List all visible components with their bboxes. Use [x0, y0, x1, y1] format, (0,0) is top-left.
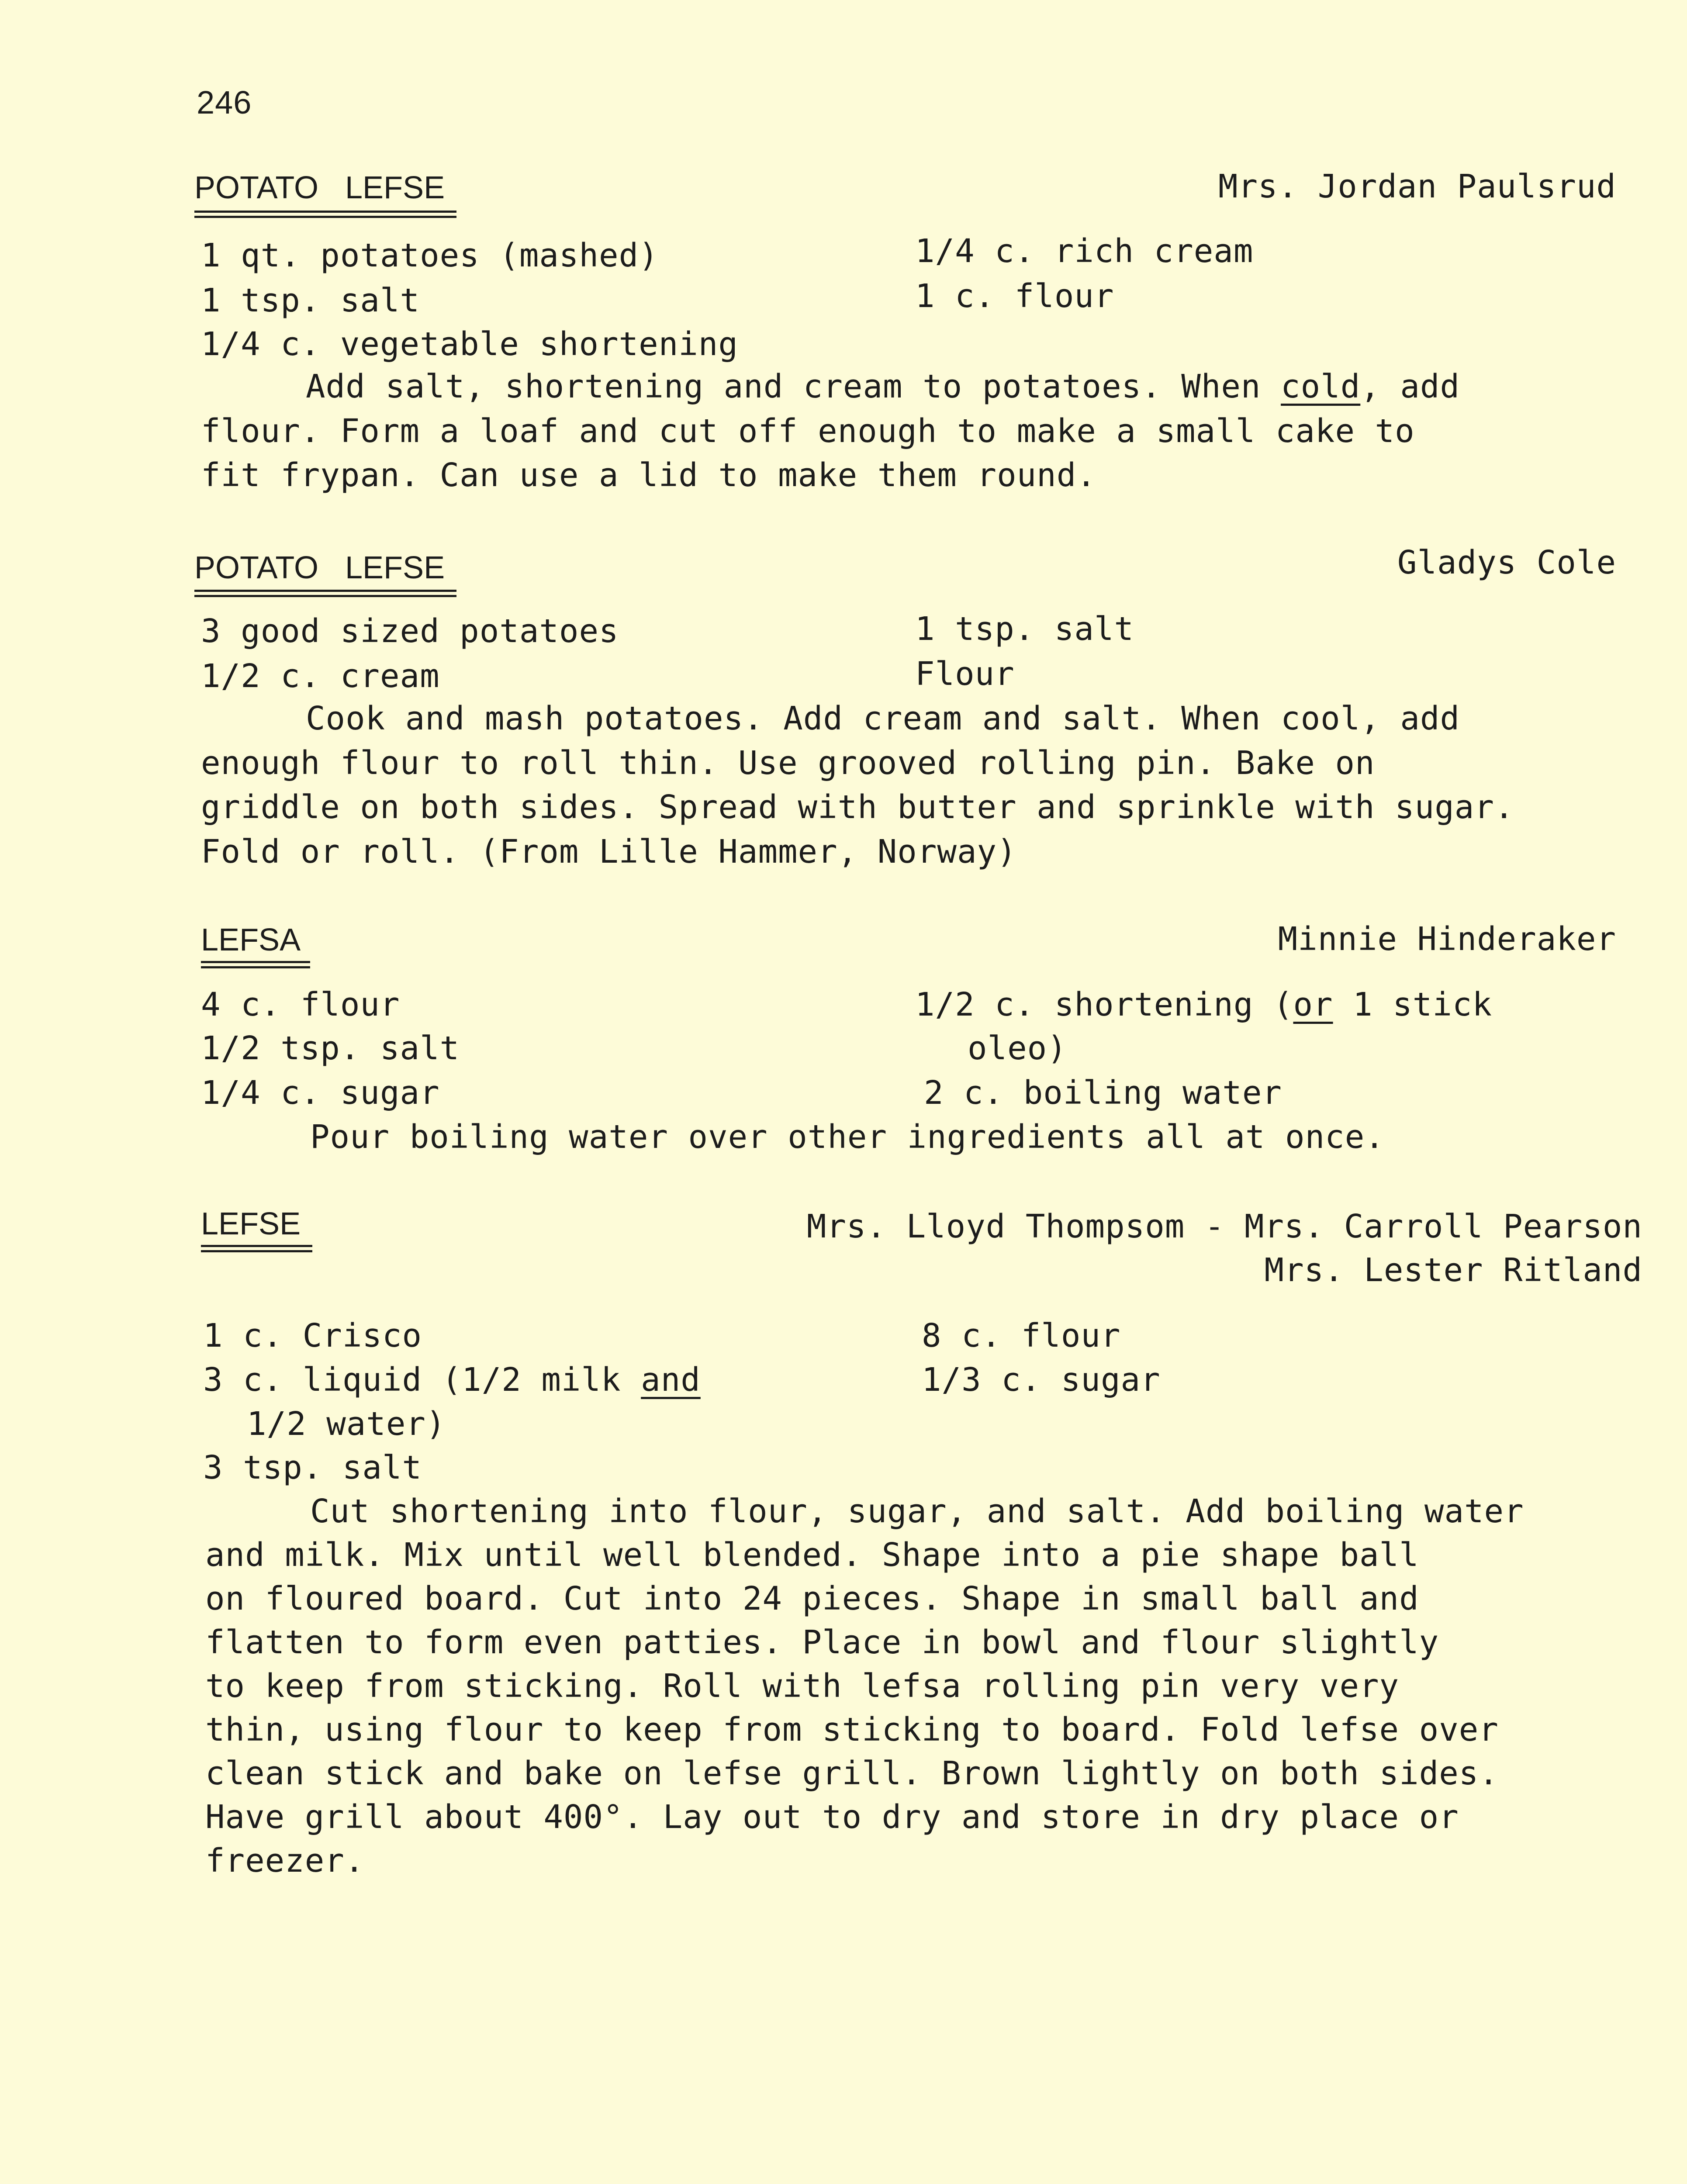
- ingredient: 4 c. flour: [201, 986, 400, 1023]
- recipe-author-1: Mrs. Jordan Paulsrud: [1218, 168, 1616, 205]
- instruction-line: clean stick and bake on lefse grill. Brown lightly on both sides.: [205, 1755, 1499, 1792]
- recipe-title-1b: LEFSE: [345, 170, 445, 205]
- instruction-line: flatten to form even patties. Place in bowl and flour slightly: [205, 1624, 1439, 1661]
- ingredient: 1/2 water): [247, 1405, 446, 1443]
- ingredient-underlined: or: [1293, 986, 1333, 1023]
- title-underline: [194, 595, 456, 597]
- ingredient: 2 c. boiling water: [924, 1074, 1282, 1112]
- title-underline: [201, 966, 310, 968]
- ingredient: 1 tsp. salt: [915, 610, 1134, 648]
- ingredient: oleo): [968, 1030, 1067, 1067]
- recipe-author-2: Gladys Cole: [1397, 544, 1616, 581]
- recipe-author-4a: Mrs. Lloyd Thompsom - Mrs. Carroll Pearson: [806, 1208, 1642, 1245]
- ingredient: 3 good sized potatoes: [201, 612, 619, 650]
- ingredient: Flour: [915, 655, 1015, 693]
- recipe-author-4b: Mrs. Lester Ritland: [1264, 1251, 1642, 1289]
- instruction-line: Cut shortening into flour, sugar, and salt. Add boiling water: [310, 1493, 1524, 1530]
- ingredient: 1 qt. potatoes (mashed): [201, 237, 659, 274]
- ingredient-text: 3 c. liquid (1/2 milk: [203, 1361, 641, 1399]
- ingredient: 1/2 tsp. salt: [201, 1030, 460, 1067]
- ingredient-text: 1 stick: [1333, 986, 1493, 1023]
- instruction-line: Cook and mash potatoes. Add cream and salt. When cool, add: [306, 700, 1460, 737]
- ingredient: 8 c. flour: [922, 1317, 1121, 1355]
- instruction-line: to keep from sticking. Roll with lefsa rolling pin very very: [205, 1667, 1400, 1705]
- instruction-line: enough flour to roll thin. Use grooved rolling pin. Bake on: [201, 744, 1375, 782]
- instruction-line: fit frypan. Can use a lid to make them round.: [201, 456, 1096, 494]
- instruction-line: Fold or roll. (From Lille Hammer, Norway): [201, 833, 1017, 871]
- recipe-title-3: LEFSA: [201, 923, 301, 957]
- title-underline: [194, 211, 456, 213]
- recipe-title-1a: POTATO: [194, 170, 319, 205]
- recipe-title-2b: LEFSE: [345, 550, 445, 585]
- ingredient: 1/2 c. cream: [201, 657, 440, 695]
- ingredient-line: [203, 1360, 701, 1400]
- ingredient: 1 c. Crisco: [203, 1317, 422, 1355]
- instruction-line: Pour boiling water over other ingredients all at once.: [310, 1118, 1385, 1156]
- instruction-line: on floured board. Cut into 24 pieces. Shape in small ball and: [205, 1580, 1419, 1617]
- instruction-line: flour. Form a loaf and cut off enough to make a small cake to: [201, 412, 1415, 450]
- title-underline: [201, 961, 310, 963]
- ingredient-underlined: and: [641, 1361, 701, 1399]
- ingredient-line: [915, 985, 1492, 1024]
- ingredient: 1/4 c. sugar: [201, 1074, 440, 1112]
- recipe-author-3: Minnie Hinderaker: [1278, 920, 1616, 958]
- instruction-line: [306, 367, 1460, 406]
- ingredient: 1/4 c. rich cream: [915, 232, 1254, 270]
- title-underline: [201, 1250, 312, 1252]
- title-underline: [194, 216, 456, 218]
- instruction-line: and milk. Mix until well blended. Shape into a pie shape ball: [205, 1536, 1419, 1574]
- instruction-text: Add salt, shortening and cream to potatoes. When: [306, 368, 1281, 405]
- title-underline: [194, 590, 456, 592]
- ingredient: 1/4 c. vegetable shortening: [201, 325, 738, 363]
- instruction-line: griddle on both sides. Spread with butter and sprinkle with sugar.: [201, 788, 1514, 826]
- ingredient-text: 1/2 c. shortening (: [915, 986, 1293, 1023]
- ingredient: 1/3 c. sugar: [922, 1361, 1161, 1399]
- instruction-line: freezer.: [205, 1842, 365, 1880]
- ingredient: 3 tsp. salt: [203, 1449, 422, 1486]
- title-underline: [201, 1245, 312, 1247]
- ingredient: 1 tsp. salt: [201, 282, 420, 319]
- instruction-underlined: cold: [1281, 368, 1361, 405]
- instruction-text: , add: [1360, 368, 1460, 405]
- recipe-title-2a: POTATO: [194, 550, 319, 585]
- instruction-line: Have grill about 400°. Lay out to dry and store in dry place or: [205, 1798, 1459, 1836]
- recipe-title-4: LEFSE: [201, 1206, 301, 1241]
- ingredient: 1 c. flour: [915, 277, 1114, 315]
- instruction-line: thin, using flour to keep from sticking to board. Fold lefse over: [205, 1711, 1499, 1749]
- page-number: 246: [197, 84, 252, 121]
